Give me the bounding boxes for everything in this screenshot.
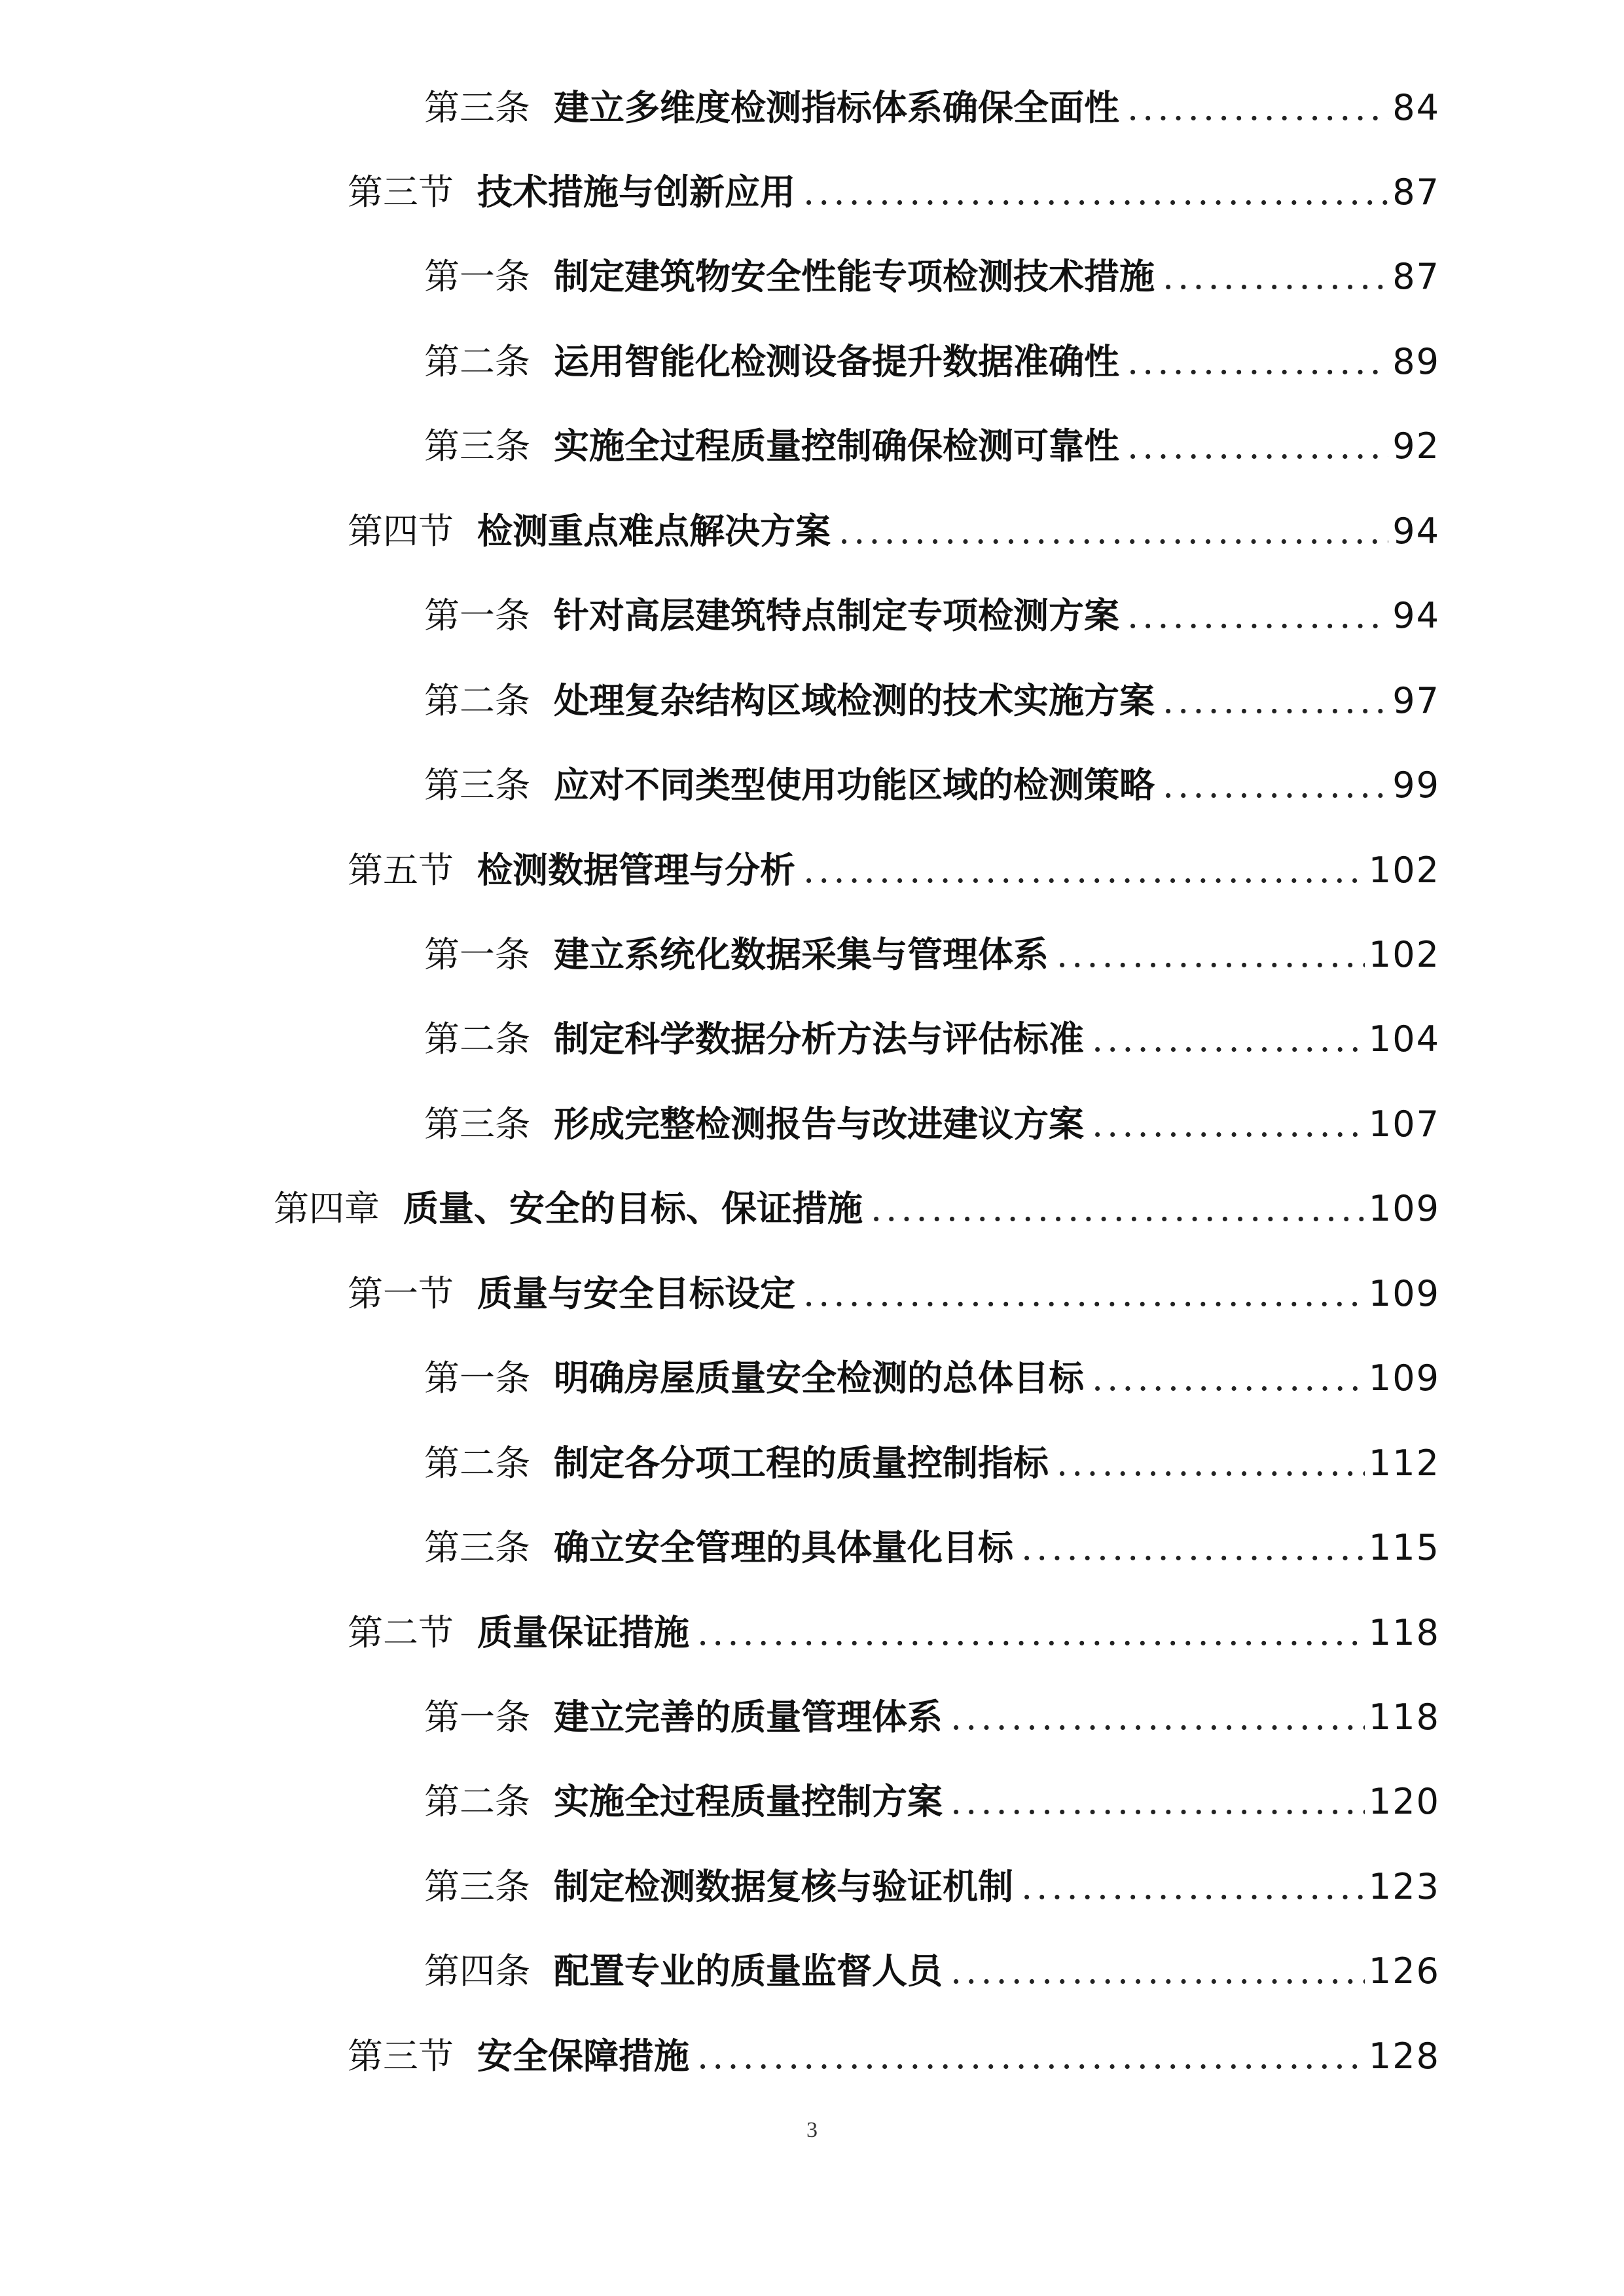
toc-entry-title: 建立完善的质量管理体系: [554, 1696, 943, 1738]
toc-entry[interactable]: [424, 1352, 1440, 1404]
toc-entry-page: 109: [1368, 1188, 1440, 1229]
toc-entry-number: 第三节: [348, 2036, 454, 2077]
toc-entry[interactable]: [348, 1267, 1440, 1319]
toc-entry-page: 99: [1392, 764, 1440, 806]
toc-entry[interactable]: [424, 759, 1440, 811]
toc-entry-page: 126: [1368, 1950, 1440, 1992]
toc-dot-leader: [1127, 590, 1388, 642]
toc-entry-title: 针对高层建筑特点制定专项检测方案: [554, 594, 1119, 636]
toc-entry-title: 确立安全管理的具体量化目标: [554, 1526, 1013, 1568]
toc-dot-leader: [1163, 759, 1388, 812]
toc-entry-page: 118: [1368, 1696, 1440, 1738]
toc-entry-title: 制定检测数据复核与验证机制: [554, 1865, 1013, 1907]
toc-entry-number: 第二条: [424, 341, 530, 382]
toc-entry[interactable]: [348, 505, 1440, 557]
toc-entry-number: 第一条: [424, 256, 530, 297]
toc-entry-page: 115: [1368, 1527, 1440, 1568]
toc-entry-number: 第三条: [424, 1527, 530, 1568]
toc-entry[interactable]: [424, 81, 1440, 134]
toc-entry-title: 建立多维度检测指标体系确保全面性: [554, 86, 1119, 128]
toc-entry-number: 第三条: [424, 1103, 530, 1145]
toc-entry-page: 84: [1392, 87, 1440, 128]
toc-entry-page: 94: [1392, 511, 1440, 552]
toc-dot-leader: [839, 505, 1388, 558]
toc-entry-title: 质量保证措施: [477, 1611, 689, 1653]
toc-entry-number: 第五节: [348, 850, 454, 891]
toc-entry[interactable]: [348, 844, 1440, 896]
toc-entry-page: 97: [1392, 680, 1440, 721]
toc-entry-title: 安全保障措施: [477, 2035, 689, 2077]
toc-entry[interactable]: [424, 1945, 1440, 1997]
toc-entry-title: 质量、安全的目标、保证措施: [403, 1187, 863, 1229]
toc-entry-title: 运用智能化检测设备提升数据准确性: [554, 340, 1119, 382]
toc-entry[interactable]: [424, 1521, 1440, 1573]
toc-entry-title: 检测重点难点解决方案: [477, 510, 831, 552]
toc-entry-page: 128: [1368, 2036, 1440, 2077]
toc-entry-page: 89: [1392, 341, 1440, 382]
toc-entry[interactable]: [424, 589, 1440, 641]
toc-dot-leader: [950, 1945, 1365, 1998]
toc-entry-page: 123: [1368, 1866, 1440, 1907]
toc-dot-leader: [1056, 1437, 1365, 1490]
toc-entry-page: 102: [1368, 850, 1440, 891]
toc-dot-leader: [1163, 251, 1388, 303]
toc-entry-number: 第一条: [424, 1357, 530, 1399]
toc-entry-number: 第四章: [274, 1188, 380, 1229]
toc-entry-page: 109: [1368, 1273, 1440, 1314]
toc-dot-leader: [1127, 336, 1388, 388]
toc-dot-leader: [803, 166, 1388, 219]
toc-entry[interactable]: [424, 1691, 1440, 1743]
toc-entry-number: 第四节: [348, 511, 454, 552]
toc-entry[interactable]: [424, 928, 1440, 980]
toc-dot-leader: [1092, 1098, 1365, 1151]
toc-entry-title: 技术措施与创新应用: [477, 171, 795, 213]
toc-entry-number: 第三条: [424, 425, 530, 467]
toc-dot-leader: [1021, 1861, 1365, 1913]
toc-entry[interactable]: [274, 1182, 1440, 1234]
toc-entry-title: 应对不同类型使用功能区域的检测策略: [554, 764, 1155, 806]
toc-entry[interactable]: [424, 1775, 1440, 1827]
toc-entry-page: 109: [1368, 1357, 1440, 1399]
toc-entry[interactable]: [424, 1013, 1440, 1065]
toc-dot-leader: [1056, 929, 1365, 981]
toc-entry-number: 第一节: [348, 1273, 454, 1314]
toc-dot-leader: [697, 2030, 1365, 2083]
toc-entry[interactable]: [424, 1437, 1440, 1489]
toc-entry[interactable]: [424, 674, 1440, 726]
toc-entry-title: 实施全过程质量控制确保检测可靠性: [554, 425, 1119, 467]
toc-entry-number: 第三条: [424, 1866, 530, 1907]
toc-dot-leader: [1127, 420, 1388, 473]
toc-dot-leader: [803, 1268, 1365, 1320]
toc-entry-title: 实施全过程质量控制方案: [554, 1780, 943, 1822]
toc-dot-leader: [1092, 1013, 1365, 1066]
toc-dot-leader: [803, 844, 1365, 897]
toc-entry-page: 112: [1368, 1443, 1440, 1484]
toc-entry-page: 94: [1392, 595, 1440, 636]
toc-entry[interactable]: [424, 335, 1440, 387]
toc-dot-leader: [1021, 1522, 1365, 1574]
toc-entry-title: 处理复杂结构区域检测的技术实施方案: [554, 679, 1155, 721]
toc-entry-number: 第三节: [348, 171, 454, 213]
toc-entry-number: 第三条: [424, 87, 530, 128]
toc-entry-title: 检测数据管理与分析: [477, 849, 795, 891]
toc-dot-leader: [1092, 1352, 1365, 1405]
toc-entry-page: 120: [1368, 1781, 1440, 1822]
toc-entry[interactable]: [424, 1098, 1440, 1150]
toc-entry[interactable]: [424, 250, 1440, 302]
toc-entry-title: 制定科学数据分析方法与评估标准: [554, 1018, 1084, 1060]
toc-entry-number: 第一条: [424, 595, 530, 636]
toc-dot-leader: [950, 1691, 1365, 1744]
toc-dot-leader: [871, 1183, 1365, 1235]
toc-entry-number: 第一条: [424, 934, 530, 975]
toc-entry-page: 104: [1368, 1018, 1440, 1060]
toc-entry-page: 87: [1392, 256, 1440, 297]
toc-entry-title: 明确房屋质量安全检测的总体目标: [554, 1357, 1084, 1399]
toc-entry-page: 87: [1392, 171, 1440, 213]
toc-entry[interactable]: [348, 166, 1440, 218]
toc-dot-leader: [697, 1607, 1365, 1659]
toc-entry-page: 92: [1392, 425, 1440, 467]
toc-entry-title: 配置专业的质量监督人员: [554, 1950, 943, 1992]
toc-entry-number: 第二条: [424, 1443, 530, 1484]
toc-entry-title: 形成完整检测报告与改进建议方案: [554, 1103, 1084, 1145]
toc-entry-number: 第四条: [424, 1950, 530, 1992]
toc-entry-page: 118: [1368, 1612, 1440, 1653]
toc-entry-number: 第二条: [424, 1781, 530, 1822]
toc-dot-leader: [1163, 675, 1388, 727]
toc-entry-number: 第一条: [424, 1696, 530, 1738]
toc-entry-page: 107: [1368, 1103, 1440, 1145]
toc-entry[interactable]: [424, 420, 1440, 472]
toc-entry-number: 第二条: [424, 1018, 530, 1060]
toc-entry[interactable]: [348, 2030, 1440, 2082]
toc-entry-number: 第二节: [348, 1612, 454, 1653]
toc-dot-leader: [950, 1776, 1365, 1828]
toc-entry-number: 第三条: [424, 764, 530, 806]
page-number: 3: [806, 2118, 818, 2142]
toc-entry[interactable]: [424, 1860, 1440, 1912]
toc-entry-title: 制定各分项工程的质量控制指标: [554, 1442, 1049, 1484]
toc-entry-title: 质量与安全目标设定: [477, 1272, 795, 1314]
toc-dot-leader: [1127, 82, 1388, 134]
toc-entry-page: 102: [1368, 934, 1440, 975]
toc-entry-number: 第二条: [424, 680, 530, 721]
toc-entry-title: 制定建筑物安全性能专项检测技术措施: [554, 255, 1155, 297]
toc-entry-title: 建立系统化数据采集与管理体系: [554, 933, 1049, 975]
toc-entry[interactable]: [348, 1606, 1440, 1659]
